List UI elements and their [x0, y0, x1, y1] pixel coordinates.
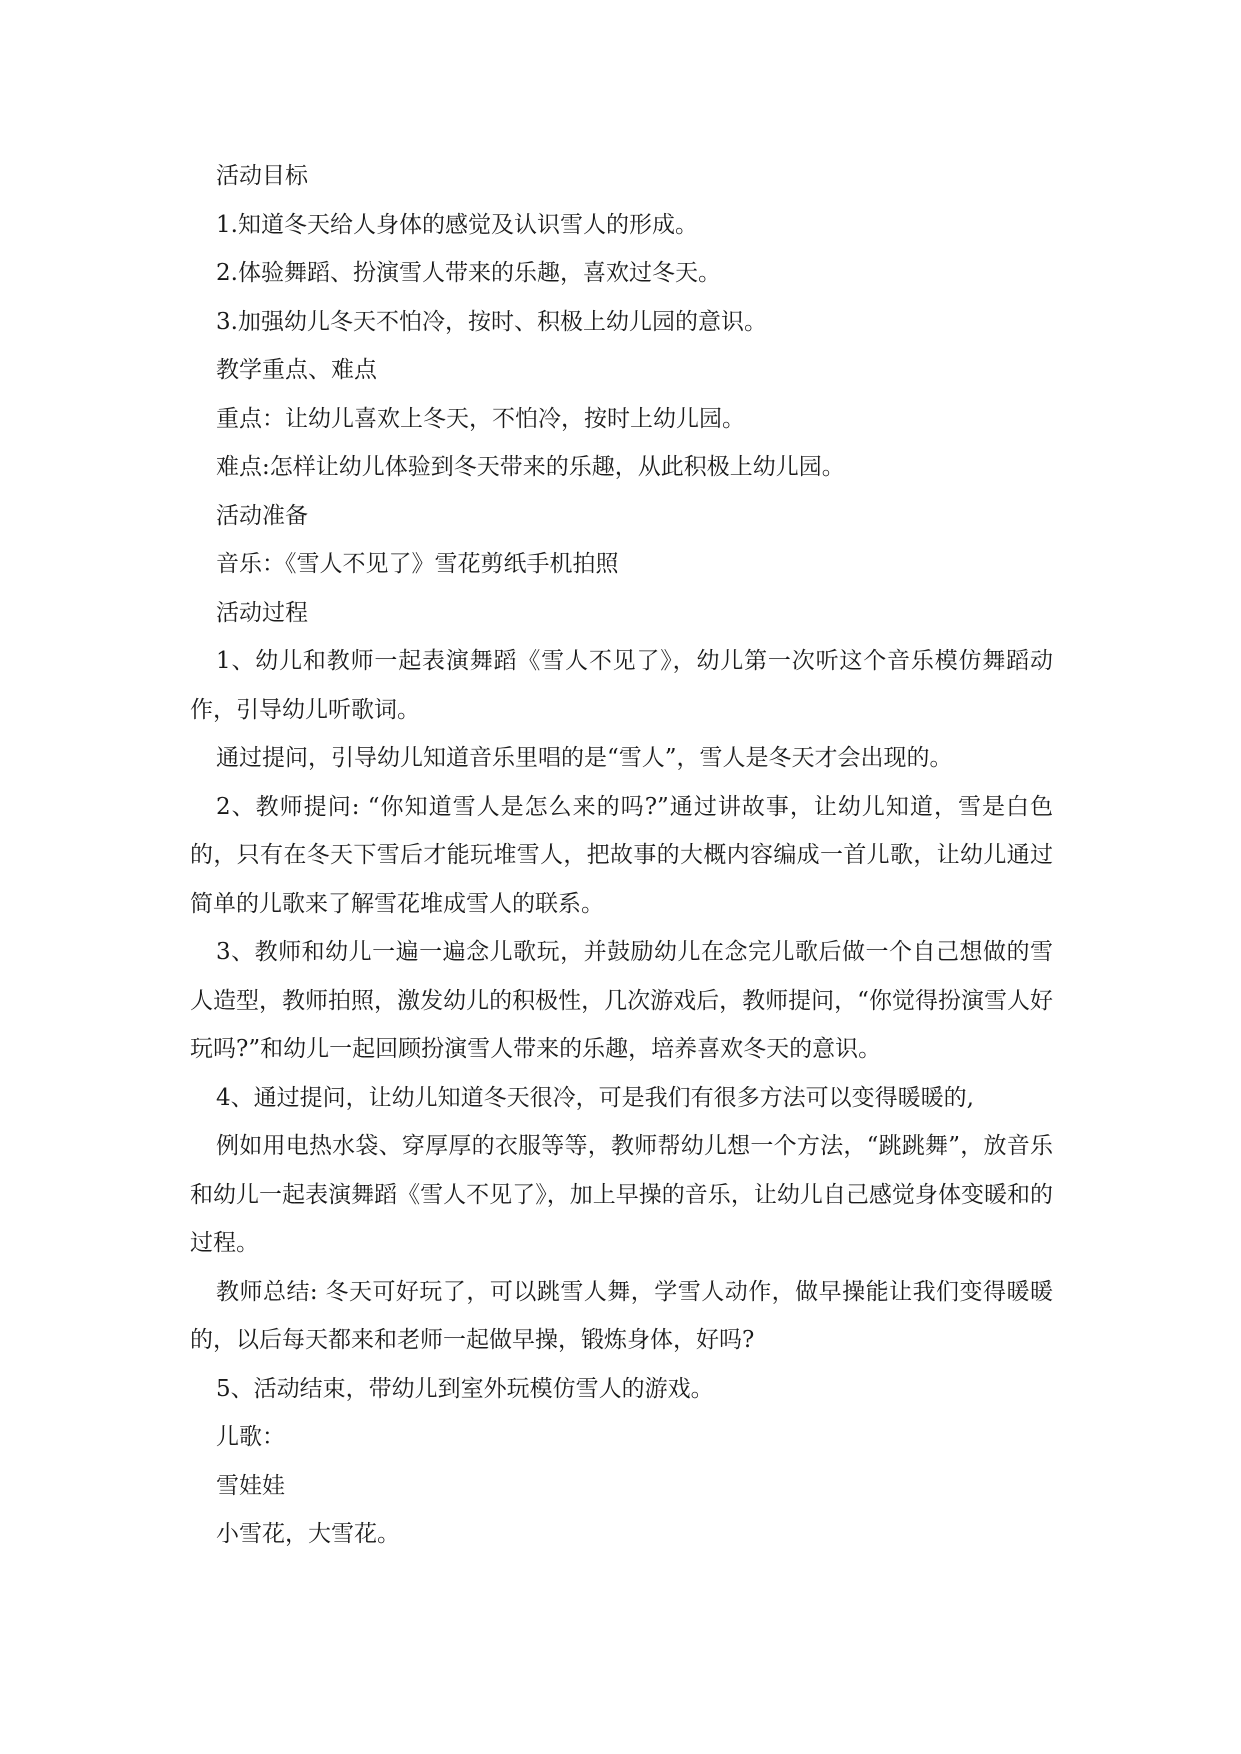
process-step-3: 3、教师和幼儿一遍一遍念儿歌玩，并鼓励幼儿在念完儿歌后做一个自己想做的雪人造型，教师拍照，激发幼儿的积极性，几次游戏后，教师提问，“你觉得扮演雪人好玩吗?”和幼儿一起回顾扮演雪人带来的乐趣，培养喜欢冬天的意识。: [190, 939, 1053, 1062]
goal-item-2: 2.体验舞蹈、扮演雪人带来的乐趣，喜欢过冬天。: [216, 260, 721, 286]
section-heading-process: 活动过程: [216, 599, 308, 626]
key-point-paragraph: 重点：让幼儿喜欢上冬天，不怕冷，按时上幼儿园。: [216, 405, 745, 432]
teacher-summary-paragraph: 教师总结: 冬天可好玩了，可以跳雪人舞，学雪人动作，做早操能让我们变得暖暖的，以后每天都来和老师一起做早操，锻炼身体，好吗?: [190, 1278, 1053, 1353]
process-paragraph: 例如用电热水袋、穿厚厚的衣服等等，教师帮幼儿想一个方法，“跳跳舞”，放音乐和幼儿一起表演舞蹈《雪人不见了》，加上早操的音乐，让幼儿自己感觉身体变暖和的过程。: [190, 1133, 1053, 1256]
process-step-2: 2、教师提问: “你知道雪人是怎么来的吗?”通过讲故事，让幼儿知道，雪是白色的，只有在冬天下雪后才能玩堆雪人，把故事的大概内容编成一首儿歌，让幼儿通过简单的儿歌来了解雪花堆成雪人的联系。: [190, 793, 1053, 917]
song-line: 小雪花，大雪花。: [216, 1521, 400, 1547]
section-heading-preparation: 活动准备: [216, 502, 308, 529]
section-heading-song: 儿歌：: [216, 1424, 285, 1450]
process-step-5: 5、活动结束，带幼儿到室外玩模仿雪人的游戏。: [216, 1375, 714, 1402]
process-paragraph: 通过提问，引导幼儿知道音乐里唱的是“雪人”，雪人是冬天才会出现的。: [216, 745, 953, 771]
document-body: [190, 152, 1053, 1559]
process-step-1: 1、幼儿和教师一起表演舞蹈《雪人不见了》，幼儿第一次听这个音乐模仿舞蹈动作，引导幼儿听歌词。: [190, 648, 1053, 723]
section-heading-goals: 活动目标: [216, 163, 308, 189]
song-title: 雪娃娃: [216, 1472, 285, 1499]
preparation-paragraph: 音乐：《雪人不见了》雪花剪纸手机拍照: [216, 551, 619, 577]
goal-item-1: 1.知道冬天给人身体的感觉及认识雪人的形成。: [216, 211, 698, 238]
section-heading-key-points: 教学重点、难点: [216, 357, 377, 383]
goal-item-3: 3.加强幼儿冬天不怕冷，按时、积极上幼儿园的意识。: [216, 308, 767, 335]
process-step-4: 4、通过提问，让幼儿知道冬天很冷，可是我们有很多方法可以变得暖暖的,: [216, 1084, 974, 1111]
difficult-point-paragraph: 难点:怎样让幼儿体验到冬天带来的乐趣，从此积极上幼儿园。: [216, 454, 845, 480]
